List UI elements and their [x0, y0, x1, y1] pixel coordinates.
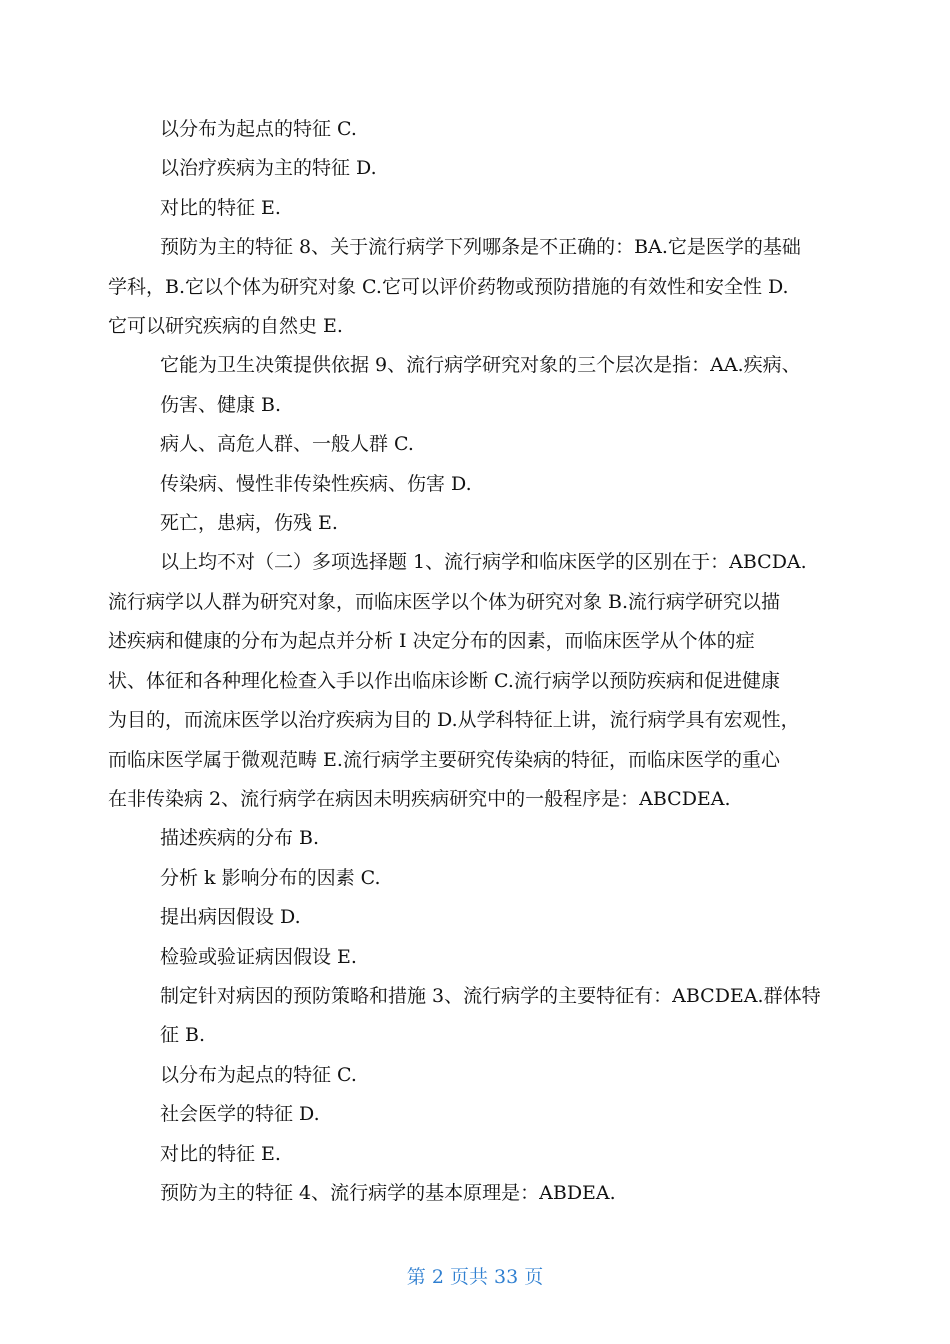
text-line: 以分布为起点的特征 C. — [160, 1063, 357, 1086]
text-line: 它可以研究疾病的自然史 E. — [108, 315, 343, 338]
text-line: 征 B. — [160, 1024, 206, 1047]
text-line: 述疾病和健康的分布为起点并分析 I 决定分布的因素，而临床医学从个体的症 — [108, 630, 755, 653]
text-line: 预防为主的特征 8、关于流行病学下列哪条是不正确的：BA.它是医学的基础 — [160, 236, 801, 259]
text-line: 描述疾病的分布 B. — [160, 827, 320, 850]
text-line: 伤害、健康 B. — [160, 393, 282, 416]
text-line: 制定针对病因的预防策略和措施 3、流行病学的主要特征有：ABCDEA.群体特 — [160, 984, 821, 1007]
text-line: 学科，B.它以个体为研究对象 C.它可以评价药物或预防措施的有效性和安全性 D. — [108, 275, 789, 298]
document-body — [108, 110, 838, 1213]
text-line: 流行病学以人群为研究对象，而临床医学以个体为研究对象 B.流行病学研究以描 — [108, 590, 781, 613]
text-line: 死亡，患病，伤残 E. — [160, 512, 338, 535]
text-line: 提出病因假设 D. — [160, 906, 301, 929]
text-line: 对比的特征 E. — [160, 1142, 281, 1165]
text-line: 以上均不对（二）多项选择题 1、流行病学和临床医学的区别在于：ABCDA. — [160, 551, 807, 574]
text-line: 预防为主的特征 4、流行病学的基本原理是：ABDEA. — [160, 1181, 616, 1204]
text-line: 以分布为起点的特征 C. — [160, 118, 357, 140]
text-line: 它能为卫生决策提供依据 9、流行病学研究对象的三个层次是指：AA.疾病、 — [160, 354, 801, 377]
text-line: 状、体征和各种理化检查入手以作出临床诊断 C.流行病学以预防疾病和促进健康 — [108, 669, 780, 692]
page-number-footer: 第 2 页共 33 页 — [406, 1266, 544, 1288]
text-line: 而临床医学属于微观范畴 E.流行病学主要研究传染病的特征，而临床医学的重心 — [108, 748, 780, 771]
text-line: 社会医学的特征 D. — [160, 1103, 320, 1126]
text-line: 在非传染病 2、流行病学在病因未明疾病研究中的一般程序是：ABCDEA. — [108, 787, 731, 810]
text-line: 检验或验证病因假设 E. — [160, 945, 357, 968]
text-line: 病人、高危人群、一般人群 C. — [160, 433, 414, 456]
text-line: 传染病、慢性非传染性疾病、伤害 D. — [160, 472, 472, 495]
text-line: 对比的特征 E. — [160, 196, 281, 219]
text-line: 分析 k 影响分布的因素 C. — [160, 866, 381, 889]
text-line: 以治疗疾病为主的特征 D. — [160, 157, 377, 180]
text-line: 为目的，而流床医学以治疗疾病为目的 D.从学科特征上讲，流行病学具有宏观性， — [108, 709, 800, 732]
